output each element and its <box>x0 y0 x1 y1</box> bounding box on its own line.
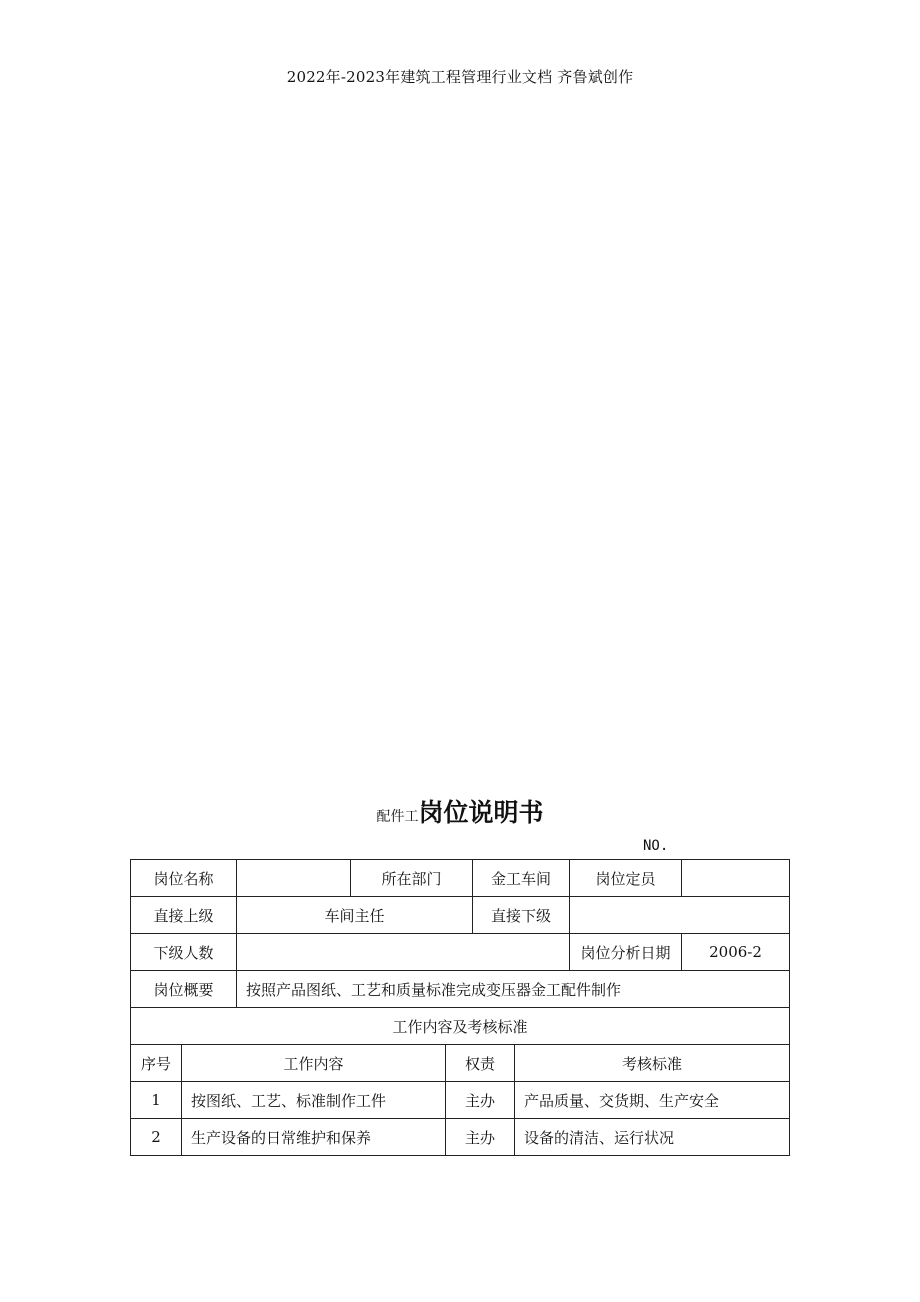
title-prefix: 配件工 <box>376 809 419 825</box>
table-row <box>131 934 790 971</box>
row-index: 2 <box>131 1119 182 1156</box>
analysis-date-value: 2006-2 <box>682 934 790 971</box>
direct-subordinate-value <box>570 897 790 934</box>
table-row <box>131 897 790 934</box>
table-row <box>131 1008 790 1045</box>
duties-table <box>130 1044 790 1156</box>
summary-label: 岗位概要 <box>131 971 237 1008</box>
column-header-authority: 权责 <box>446 1045 515 1082</box>
direct-superior-value: 车间主任 <box>237 897 473 934</box>
headcount-label: 岗位定员 <box>570 860 682 897</box>
summary-value: 按照产品图纸、工艺和质量标准完成变压器金工配件制作 <box>237 971 790 1008</box>
subordinate-count-label: 下级人数 <box>131 934 237 971</box>
row-content: 按图纸、工艺、标准制作工件 <box>182 1082 446 1119</box>
page-header: 2022年-2023年建筑工程管理行业文档 齐鲁斌创作 <box>286 68 634 86</box>
row-authority: 主办 <box>446 1119 515 1156</box>
column-header-index: 序号 <box>131 1045 182 1082</box>
doc-number-label: NO. <box>643 838 669 854</box>
row-index: 1 <box>131 1082 182 1119</box>
department-value: 金工车间 <box>473 860 570 897</box>
column-header-standard: 考核标准 <box>515 1045 790 1082</box>
post-name-value <box>237 860 351 897</box>
post-info-table <box>130 859 790 1045</box>
row-standard: 产品质量、交货期、生产安全 <box>515 1082 790 1119</box>
table-row <box>131 860 790 897</box>
table-row <box>131 971 790 1008</box>
row-standard: 设备的清洁、运行状况 <box>515 1119 790 1156</box>
table-header-row <box>131 1045 790 1082</box>
subordinate-count-value <box>237 934 570 971</box>
document-title <box>0 793 920 829</box>
department-label: 所在部门 <box>351 860 473 897</box>
direct-superior-label: 直接上级 <box>131 897 237 934</box>
analysis-date-label: 岗位分析日期 <box>570 934 682 971</box>
title-main: 岗位说明书 <box>418 798 544 827</box>
row-authority: 主办 <box>446 1082 515 1119</box>
row-content: 生产设备的日常维护和保养 <box>182 1119 446 1156</box>
table-row <box>131 1119 790 1156</box>
direct-subordinate-label: 直接下级 <box>473 897 570 934</box>
column-header-content: 工作内容 <box>182 1045 446 1082</box>
section-title: 工作内容及考核标准 <box>131 1008 790 1045</box>
headcount-value <box>682 860 790 897</box>
post-name-label: 岗位名称 <box>131 860 237 897</box>
table-row <box>131 1082 790 1119</box>
